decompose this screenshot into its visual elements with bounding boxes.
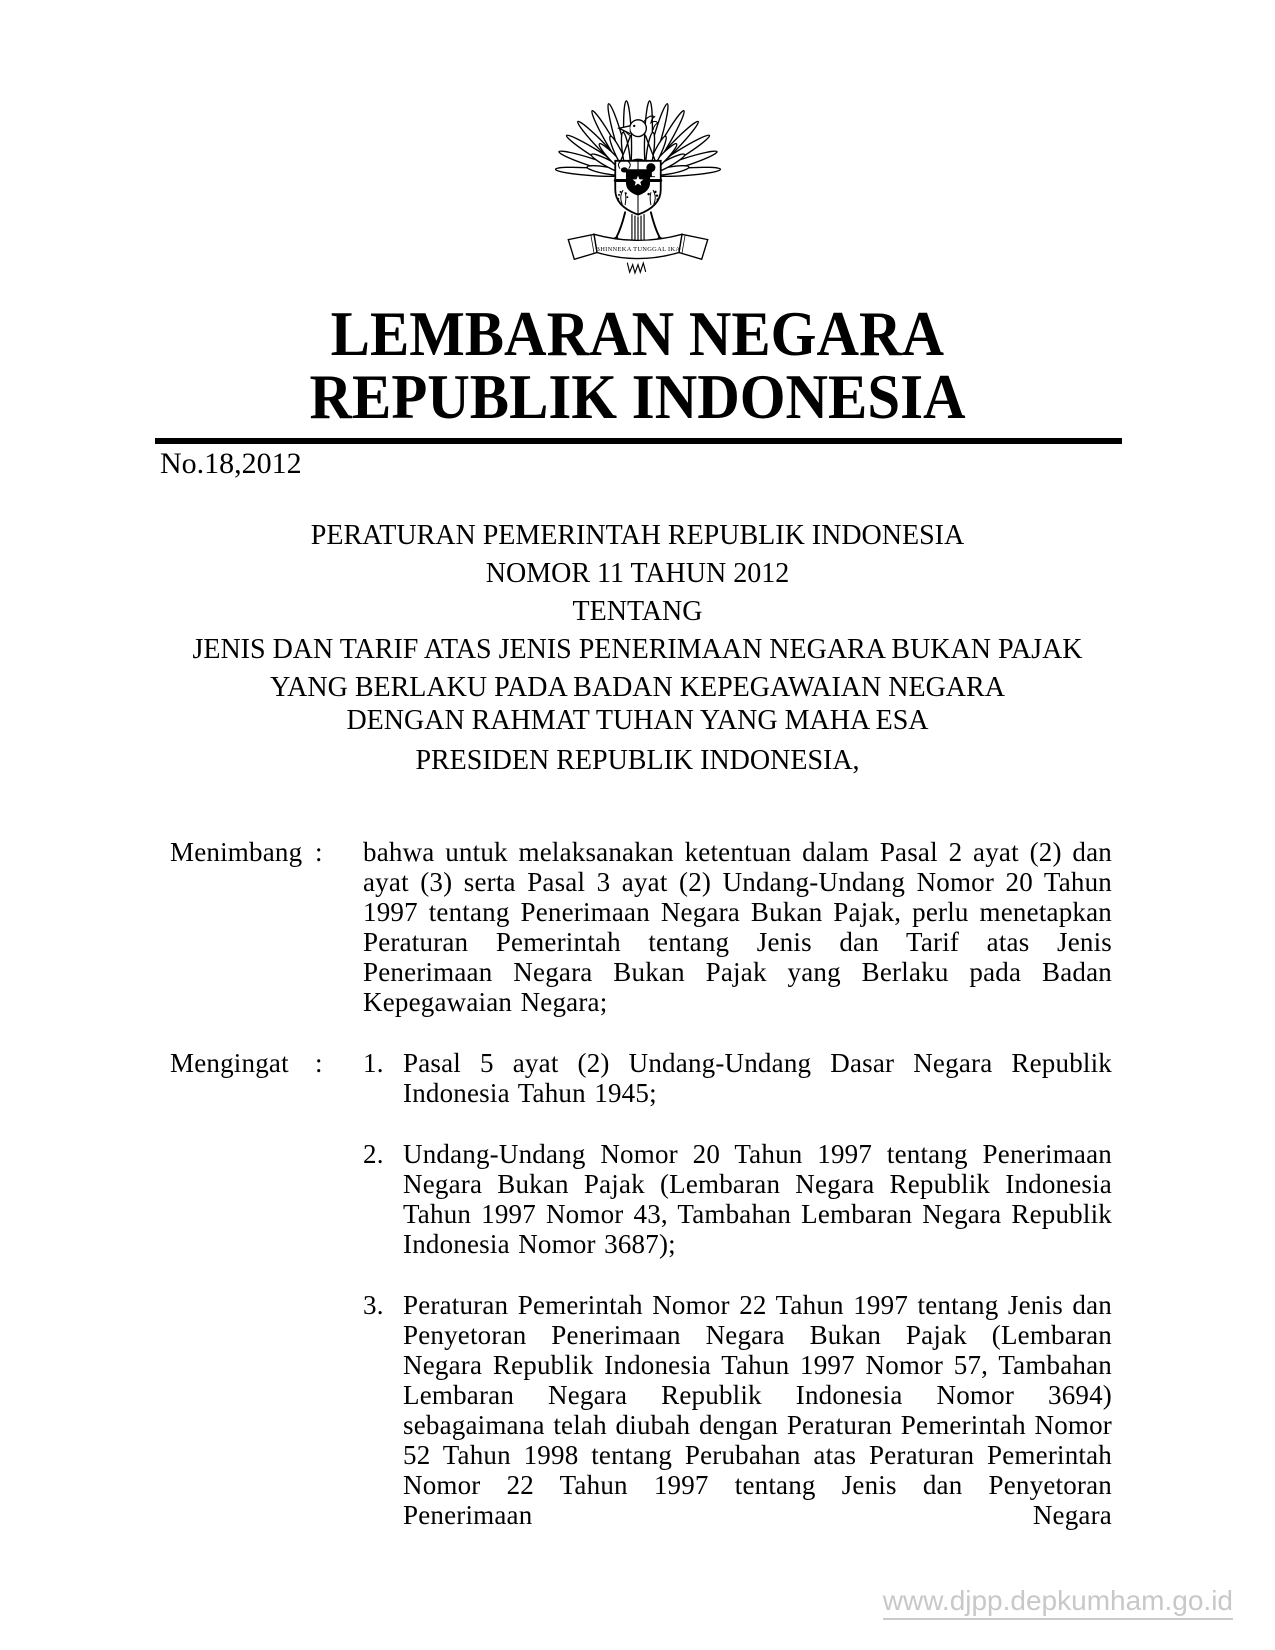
garuda-pancasila-emblem [0, 85, 1275, 276]
recalling-clause [170, 1048, 1112, 1530]
masthead-line-2: REPUBLIK INDONESIA [309, 361, 966, 432]
recalling-colon: : [315, 1048, 323, 1078]
recalling-list [363, 1048, 1112, 1530]
emblem-motto: BHINNEKA TUNGGAL IKA [595, 245, 680, 253]
preamble-line-2: PRESIDEN REPUBLIK INDONESIA, [415, 745, 860, 776]
considering-text: bahwa untuk melaksanakan ketentuan dalam Pasal 2 ayat (2) dan ayat (3) serta Pasal 3 ayat (2) Undang-Undang Nomor 20 Tahun 1997 tentang Penerimaan Negara Bukan Pajak, perlu menetapkan Peraturan Pemerintah tentang Jenis dan Tarif atas Jenis Penerimaan Negara Bukan Pajak yang Berlaku pada Badan Kepegawaian Negara; [363, 837, 1112, 1017]
list-item-number: 2. [363, 1139, 384, 1169]
masthead-line-1: LEMBARAN NEGARA [330, 298, 945, 369]
considering-clause [170, 837, 1112, 1017]
list-item-text: Pasal 5 ayat (2) Undang-Undang Dasar Negara Republik Indonesia Tahun 1945; [403, 1048, 1112, 1108]
list-item-number: 3. [363, 1290, 384, 1320]
list-item [363, 1139, 1112, 1259]
list-item-text: Undang-Undang Nomor 20 Tahun 1997 tentang Penerimaan Negara Bukan Pajak (Lembaran Negara Republik Indonesia Tahun 1997 Nomor 43, Tambahan Lembaran Negara Republik Indonesia Nomor 3687); [403, 1139, 1112, 1259]
list-item-number: 1. [363, 1048, 384, 1078]
garuda-emblem-graphic [547, 85, 729, 276]
preamble-block [0, 701, 1275, 781]
gazette-number: No.18,2012 [160, 447, 302, 480]
regulation-title-line-2: NOMOR 11 TAHUN 2012 [485, 558, 790, 589]
preamble-line-1: DENGAN RAHMAT TUHAN YANG MAHA ESA [346, 705, 929, 736]
watermark-link[interactable]: www.djpp.depkumham.go.id [883, 1585, 1233, 1620]
regulation-title-line-5: YANG BERLAKU PADA BADAN KEPEGAWAIAN NEGARA [270, 672, 1005, 703]
regulation-title-line-3: TENTANG [572, 596, 703, 627]
considering-label: Menimbang [170, 837, 303, 867]
list-item-text: Peraturan Pemerintah Nomor 22 Tahun 1997 tentang Jenis dan Penyetoran Penerimaan Negara Bukan Pajak (Lembaran Negara Republik Indonesia Tahun 1997 Nomor 57, Tambahan Lembaran Negara Republik Indonesia Nomor 3694) sebagaimana telah diubah dengan Peraturan Pemerintah Nomor 52 Tahun 1998 tentang Perubahan atas Peraturan Pemerintah Nomor 22 Tahun 1997 tentang Jenis dan Penyetoran Penerimaan Negara [403, 1290, 1112, 1530]
regulation-title-line-4: JENIS DAN TARIF ATAS JENIS PENERIMAAN NEGARA BUKAN PAJAK [192, 634, 1083, 665]
regulation-title-line-1: PERATURAN PEMERINTAH REPUBLIK INDONESIA [310, 520, 965, 551]
clauses-section [170, 837, 1112, 1530]
recalling-label: Mengingat [170, 1048, 289, 1078]
list-item [363, 1290, 1112, 1530]
considering-colon: : [315, 837, 323, 867]
regulation-title-block [0, 517, 1275, 707]
masthead-divider-rule [155, 438, 1122, 444]
list-item [363, 1048, 1112, 1108]
masthead [0, 298, 1275, 432]
